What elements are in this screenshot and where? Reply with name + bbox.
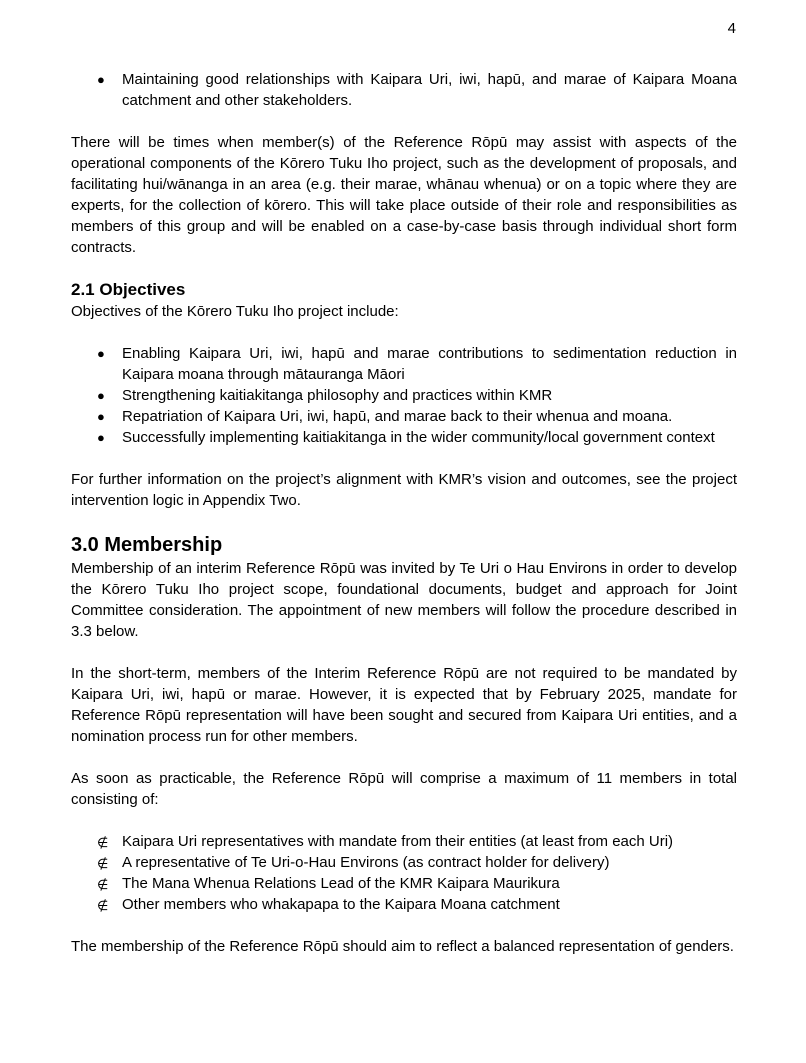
not-element-of-icon: ∉ xyxy=(97,898,109,913)
bullet-icon: ● xyxy=(97,72,105,87)
page-number: 4 xyxy=(727,20,736,37)
list-item: ∉ Kaipara Uri representatives with mandate from their entities (at least from each Uri) xyxy=(71,831,737,852)
document-body xyxy=(71,69,737,957)
membership-paragraph-2: In the short-term, members of the Interim Reference Rōpū are not required to be mandated by Kaipara Uri, iwi, hapū or marae. However, it is expected that by February 2025, mandate for Reference Rōpū representation will have been sought and secured from Kaipara Uri entities, and a nomination process run for other members. xyxy=(71,665,737,745)
objectives-intro: Objectives of the Kōrero Tuku Iho project include: xyxy=(71,303,399,320)
operational-paragraph: There will be times when member(s) of the Reference Rōpū may assist with aspects of the operational components of the Kōrero Tuku Iho project, such as the development of proposals, and facilitating hui/wānanga in an area (e.g. their marae, whānau whenua) or on a topic where they are experts, for the collection of kōrero. This will take place outside of their role and responsibilities as members of this group and will be enabled on a case-by-case basis through individual short form contracts. xyxy=(71,134,737,256)
further-info-paragraph: For further information on the project’s alignment with KMR’s vision and outcomes, see the project intervention logic in Appendix Two. xyxy=(71,471,737,509)
objectives-heading: 2.1 Objectives xyxy=(71,280,186,299)
membership-paragraph-4: The membership of the Reference Rōpū should aim to reflect a balanced representation of genders. xyxy=(71,938,734,955)
membership-paragraph-3: As soon as practicable, the Reference Rōpū will comprise a maximum of 11 members in total consisting of: xyxy=(71,770,737,808)
membership-list xyxy=(71,831,737,915)
list-item: ∉ A representative of Te Uri-o-Hau Environs (as contract holder for delivery) xyxy=(71,852,737,873)
list-item: ● Strengthening kaitiakitanga philosophy and practices within KMR xyxy=(97,387,553,404)
bullet-icon: ● xyxy=(97,388,105,403)
list-item: ∉ Other members who whakapapa to the Kaipara Moana catchment xyxy=(71,894,737,915)
objectives-list xyxy=(71,343,737,448)
list-item: ● Maintaining good relationships with Kaipara Uri, iwi, hapū, and marae of Kaipara Moana catchment and other stakeholders. xyxy=(97,71,737,109)
bullet-icon: ● xyxy=(97,409,105,424)
not-element-of-icon: ∉ xyxy=(97,835,109,850)
not-element-of-icon: ∉ xyxy=(97,856,109,871)
bullet-icon: ● xyxy=(97,346,105,361)
top-bullet-list xyxy=(71,69,737,111)
list-item: ∉ The Mana Whenua Relations Lead of the KMR Kaipara Maurikura xyxy=(71,873,737,894)
list-item: ● Successfully implementing kaitiakitanga in the wider community/local government context xyxy=(97,429,715,446)
membership-heading: 3.0 Membership xyxy=(71,534,223,556)
list-item: ● Repatriation of Kaipara Uri, iwi, hapū, and marae back to their whenua and moana. xyxy=(97,408,673,425)
bullet-icon: ● xyxy=(97,430,105,445)
not-element-of-icon: ∉ xyxy=(97,877,109,892)
list-item: ● Enabling Kaipara Uri, iwi, hapū and marae contributions to sedimentation reduction in Kaipara moana through mātauranga Māori xyxy=(97,345,737,383)
membership-paragraph-1: Membership of an interim Reference Rōpū was invited by Te Uri o Hau Environs in order to develop the Kōrero Tuku Iho project scope, foundational documents, budget and approach for Joint Committee consideration. The appointment of new members will follow the procedure described in 3.3 below. xyxy=(71,560,737,640)
